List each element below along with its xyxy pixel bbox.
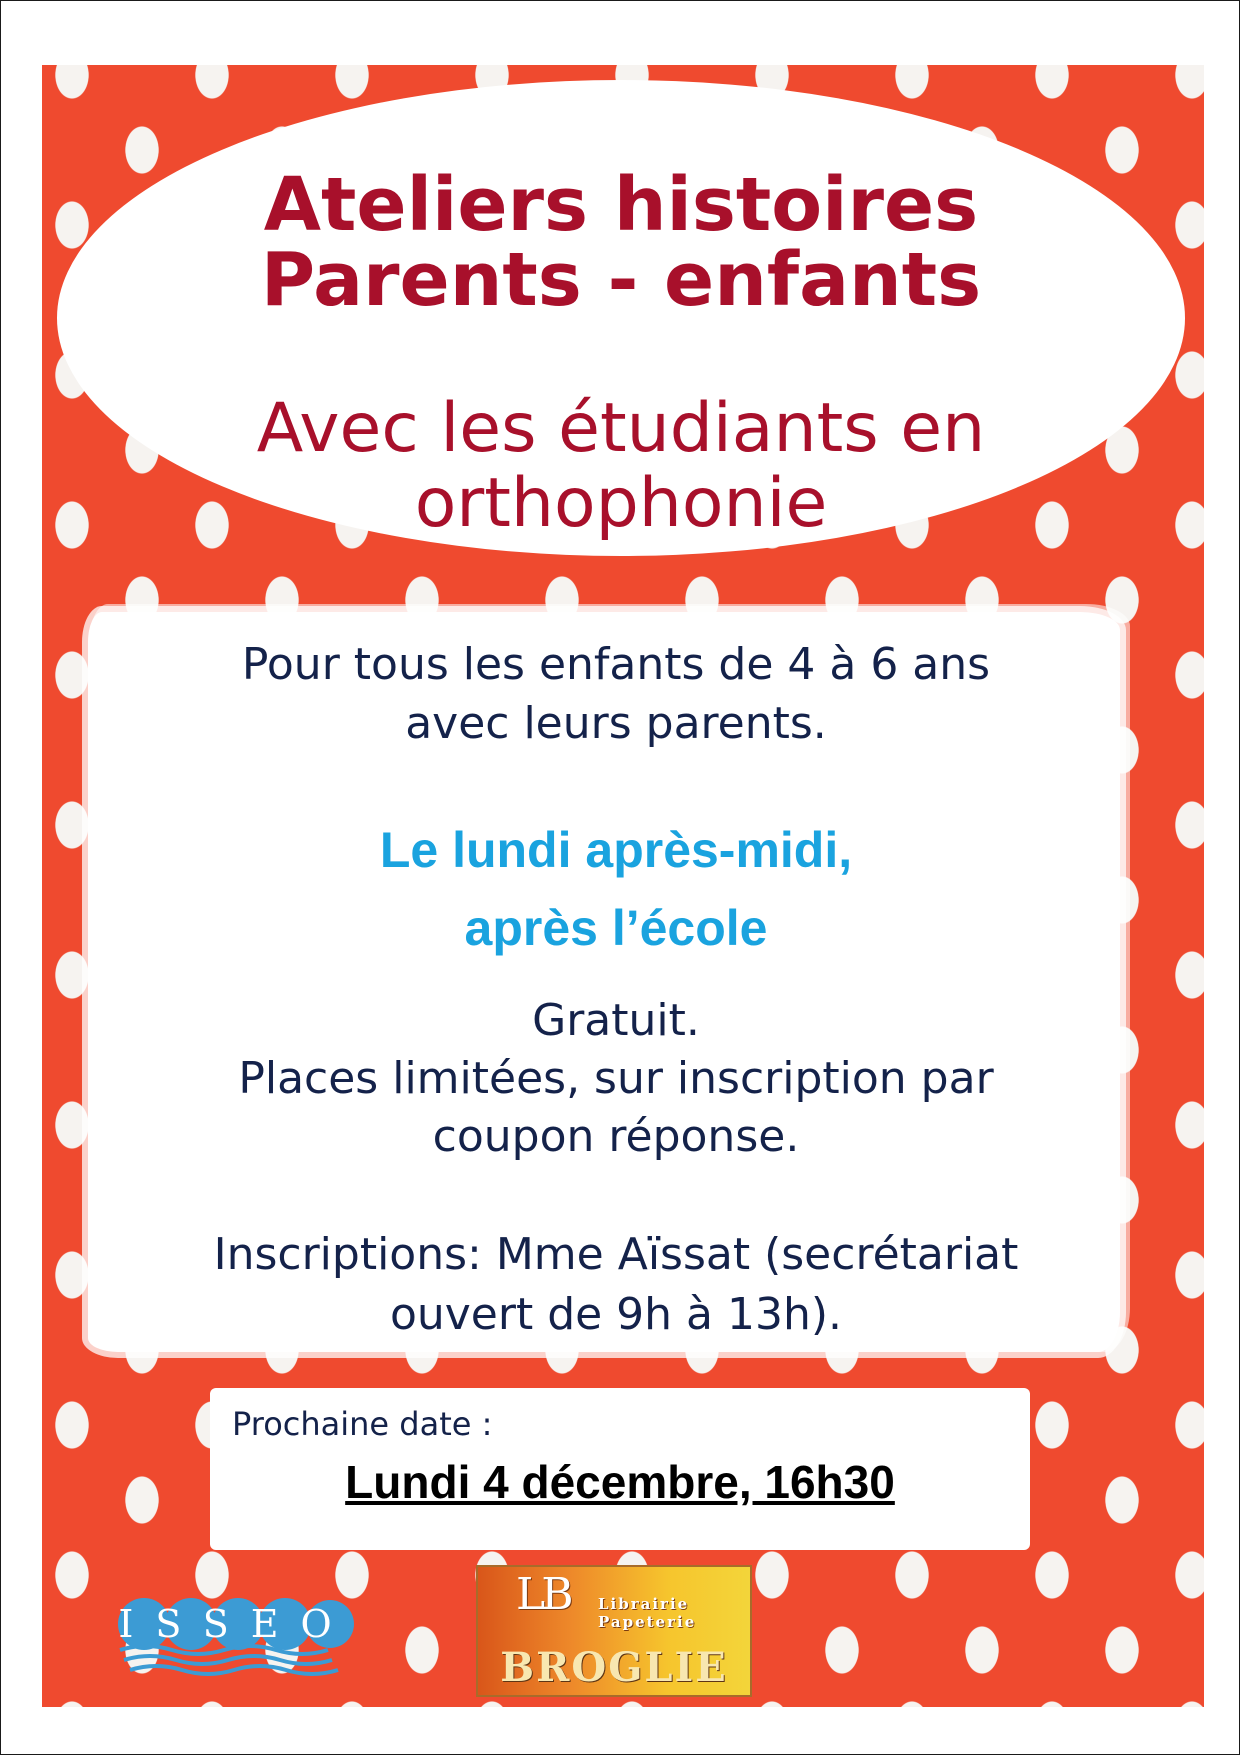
- isseo-logo: [116, 1588, 356, 1680]
- broglie-logo: [476, 1565, 752, 1697]
- schedule-line-1: Le lundi après-midi,: [379, 822, 853, 878]
- title-line-1: Ateliers histoires: [263, 162, 979, 248]
- places-line-2: coupon réponse.: [432, 1111, 800, 1162]
- broglie-logo-sub-2: Papeterie: [598, 1613, 697, 1631]
- audience-line-2: avec leurs parents.: [405, 698, 827, 749]
- subtitle-line-1: Avec les étudiants en: [256, 389, 986, 468]
- isseo-logo-text: ISSEO: [118, 1602, 354, 1646]
- schedule-line-2: après l’école: [464, 900, 768, 956]
- broglie-logo-name: BROGLIE: [500, 1644, 728, 1691]
- broglie-logo-mark: LB: [516, 1569, 570, 1620]
- audience-line-1: Pour tous les enfants de 4 à 6 ans: [241, 639, 991, 690]
- title-line-2: Parents - enfants: [260, 237, 982, 323]
- broglie-logo-sub-1: Librairie: [598, 1595, 690, 1613]
- subtitle-line-2: orthophonie: [414, 464, 828, 543]
- registration-line-1: Inscriptions: Mme Aïssat (secrétariat: [213, 1229, 1019, 1280]
- next-date-value: Lundi 4 décembre, 16h30: [345, 1456, 895, 1508]
- next-date-label: Prochaine date :: [232, 1405, 493, 1443]
- places-line-1: Places limitées, sur inscription par: [238, 1053, 994, 1104]
- price-text: Gratuit.: [532, 995, 700, 1046]
- registration-line-2: ouvert de 9h à 13h).: [389, 1289, 843, 1340]
